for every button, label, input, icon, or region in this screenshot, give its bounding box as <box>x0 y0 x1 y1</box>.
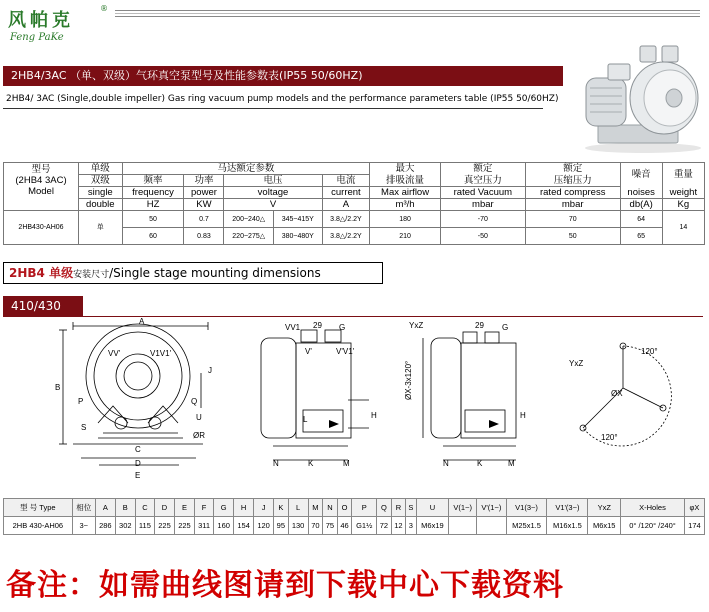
title-en: 2HB4/ 3AC (Single,double impeller) Gas ring vacuum pump models and the performance parameters table (IP55 50/60HZ) <box>6 94 559 104</box>
dim-label: Q <box>191 397 198 406</box>
dim-label: E <box>135 471 141 480</box>
dim-label: A <box>139 318 145 326</box>
arrow-icon <box>489 420 499 428</box>
dim-header-cell: V1(3~) <box>506 499 547 517</box>
header-compress-en: rated compress <box>525 187 620 199</box>
cell-voltage-y: 345~415Y <box>274 211 323 228</box>
dim-value-cell <box>449 517 477 535</box>
header-stage-double-en: double <box>79 199 123 211</box>
dim-value-cell: M25x1.5 <box>506 517 547 535</box>
dim-value-cell: 286 <box>95 517 115 535</box>
header-airflow-1: 最大 <box>370 163 441 175</box>
cell-voltage-y: 380~480Y <box>274 228 323 245</box>
front-view-drawing <box>59 322 208 465</box>
dim-header-cell: P <box>352 499 377 517</box>
dim-label: V1V1' <box>150 349 172 358</box>
dim-label: M <box>343 459 350 468</box>
title-underline <box>3 108 543 109</box>
dim-label: N <box>273 459 279 468</box>
dim-value-cell: 311 <box>194 517 213 535</box>
dim-value-cell: 95 <box>274 517 289 535</box>
dim-label: YxZ <box>409 321 424 330</box>
unit-voltage: V <box>224 199 322 211</box>
dim-value-cell: 302 <box>115 517 135 535</box>
dim-label: V'V1' <box>336 347 355 356</box>
dim-label: S <box>81 423 87 432</box>
dim-label: D <box>135 459 141 468</box>
performance-table <box>3 162 705 245</box>
cell-voltage-delta: 200~240△ <box>224 211 274 228</box>
dim-header-cell: V'(1~) <box>477 499 507 517</box>
header-vacuum-1: 额定 <box>440 163 525 175</box>
dim-value-cell: 120 <box>254 517 274 535</box>
header-current-cn: 电流 <box>322 175 370 187</box>
header-stage-double-cn: 双级 <box>79 175 123 187</box>
dim-header-cell: C <box>135 499 154 517</box>
header-motor: 马达额定参数 <box>122 163 370 175</box>
dim-value-cell: 115 <box>135 517 154 535</box>
dim-value-cell <box>477 517 507 535</box>
dim-label: ØX <box>611 389 623 398</box>
cell-freq: 60 <box>122 228 184 245</box>
dim-label: VV1 <box>285 323 301 332</box>
dim-label: 120° <box>601 433 618 442</box>
dim-label: G <box>339 323 346 332</box>
dim-header-cell: 相位 <box>72 499 95 517</box>
cell-compress: 50 <box>525 228 620 245</box>
dim-header-cell: F <box>194 499 213 517</box>
cell-power: 0.83 <box>184 228 224 245</box>
dim-header-cell: S <box>406 499 416 517</box>
cell-airflow: 180 <box>370 211 441 228</box>
header-voltage-cn: 电压 <box>224 175 322 187</box>
cell-airflow: 210 <box>370 228 441 245</box>
dim-header-cell: A <box>95 499 115 517</box>
dim-label: C <box>135 445 141 454</box>
cell-model: 2HB430-AH06 <box>4 211 79 245</box>
dim-header-cell: L <box>288 499 308 517</box>
header-power-en: power <box>184 187 224 199</box>
dim-label: H <box>520 411 526 420</box>
dim-value-cell: 46 <box>337 517 352 535</box>
header-freq-cn: 频率 <box>122 175 184 187</box>
dim-label: G <box>502 323 509 332</box>
dim-label: YxZ <box>569 359 584 368</box>
dim-header-cell: 型 号 Type <box>4 499 73 517</box>
cell-vacuum: -70 <box>440 211 525 228</box>
dim-value-cell: 174 <box>684 517 704 535</box>
dim-header-cell: B <box>115 499 135 517</box>
dim-label: 29 <box>475 321 484 330</box>
dim-label: P <box>78 397 84 406</box>
dim-value-cell: 160 <box>214 517 234 535</box>
cell-freq: 50 <box>122 211 184 228</box>
dim-label: V' <box>305 347 312 356</box>
header-voltage-en: voltage <box>224 187 322 199</box>
dim-label: B <box>55 383 61 392</box>
dim-header-cell: V(1~) <box>449 499 477 517</box>
dim-label: L <box>303 415 308 424</box>
dim-label: 120° <box>641 347 658 356</box>
header-weight: 重量 <box>662 163 704 187</box>
cell-noise: 65 <box>620 228 662 245</box>
table-row <box>4 211 705 228</box>
table-row <box>4 517 705 535</box>
cell-power: 0.7 <box>184 211 224 228</box>
dim-label: M <box>508 459 515 468</box>
cell-current: 3.8△/2.2Y <box>322 211 370 228</box>
dim-value-cell: 70 <box>308 517 323 535</box>
header-noise: 噪音 <box>620 163 662 187</box>
unit-noise: db(A) <box>620 199 662 211</box>
bolt-circle-drawing <box>580 343 671 446</box>
dim-label: K <box>477 459 483 468</box>
arrow-icon <box>329 420 339 428</box>
unit-weight: Kg <box>662 199 704 211</box>
brand-logo-cn: 风帕克 <box>8 10 74 31</box>
model-tab-rule <box>3 316 703 317</box>
header-vacuum-2: 真空压力 <box>440 175 525 187</box>
dim-label: K <box>308 459 314 468</box>
dim-label: H <box>371 411 377 420</box>
dim-label: VV' <box>108 349 121 358</box>
cell-voltage-delta: 220~275△ <box>224 228 274 245</box>
header-model-blank <box>4 199 79 211</box>
cell-stage: 单 <box>79 211 123 245</box>
unit-compress: mbar <box>525 199 620 211</box>
cell-noise: 64 <box>620 211 662 228</box>
dim-label: U <box>196 413 202 422</box>
header-current-en: current <box>322 187 370 199</box>
section-prefix: 2HB4 <box>9 266 50 280</box>
header-compress-2: 压缩压力 <box>525 175 620 187</box>
dim-header-cell: Q <box>377 499 392 517</box>
dim-value-cell: M16x1.5 <box>547 517 588 535</box>
section-rest: /Single stage mounting dimensions <box>109 266 321 280</box>
dim-header-cell: D <box>155 499 175 517</box>
pump-photo <box>578 40 704 155</box>
dim-header-cell: K <box>274 499 289 517</box>
registered-mark: ® <box>100 4 108 13</box>
dim-value-cell: G1½ <box>352 517 377 535</box>
header-compress-1: 额定 <box>525 163 620 175</box>
dim-header-cell: N <box>323 499 338 517</box>
header-airflow-en: Max airflow <box>370 187 441 199</box>
unit-power: KW <box>184 199 224 211</box>
section-heading <box>3 262 383 284</box>
title-bar-cn: 2HB4/3AC （单、双级）气环真空泵型号及性能参数表(IP55 50/60HZ) <box>3 66 563 86</box>
cell-weight: 14 <box>662 211 704 245</box>
dim-label: ØX-3x120° <box>404 360 413 400</box>
dim-value-cell: 3~ <box>72 517 95 535</box>
dim-header-cell: V1'(3~) <box>547 499 588 517</box>
dim-value-cell: M6x15 <box>588 517 621 535</box>
dim-value-cell: 72 <box>377 517 392 535</box>
dim-header-cell: M <box>308 499 323 517</box>
dim-value-cell: 225 <box>174 517 194 535</box>
brand-logo-en: Feng PaKe <box>10 32 64 43</box>
dim-header-cell: φX <box>684 499 704 517</box>
header-freq-en: frequency <box>122 187 184 199</box>
dim-value-cell: 0° /120° /240° <box>621 517 685 535</box>
model-tab: 410/430 <box>3 296 83 316</box>
dim-value-cell: M6x19 <box>416 517 449 535</box>
header-rule <box>115 16 700 17</box>
header-stage-single-cn: 单级 <box>79 163 123 175</box>
side-view-2-drawing <box>423 332 516 460</box>
dim-header-cell: YxZ <box>588 499 621 517</box>
unit-airflow: m³/h <box>370 199 441 211</box>
footer-note: 备注：如需曲线图请到下载中心下载资料 <box>6 568 564 603</box>
dim-value-cell: 154 <box>234 517 254 535</box>
dim-header-cell: U <box>416 499 449 517</box>
dim-value-cell: 2HB 430-AH06 <box>4 517 73 535</box>
dim-header-cell: E <box>174 499 194 517</box>
dimension-table-header <box>4 499 705 517</box>
unit-vacuum: mbar <box>440 199 525 211</box>
header-weight-en: weight <box>662 187 704 199</box>
header-noise-en: noises <box>620 187 662 199</box>
dim-value-cell: 225 <box>155 517 175 535</box>
header-rule <box>115 13 700 14</box>
dim-header-cell: O <box>337 499 352 517</box>
cell-current: 3.8△/2.2Y <box>322 228 370 245</box>
header-stage-single-en: single <box>79 187 123 199</box>
dim-header-cell: R <box>391 499 406 517</box>
dim-label: ØR <box>193 431 205 440</box>
dimension-table <box>3 498 705 535</box>
unit-current: A <box>322 199 370 211</box>
dim-value-cell: 12 <box>391 517 406 535</box>
dim-header-cell: G <box>214 499 234 517</box>
cell-compress: 70 <box>525 211 620 228</box>
dim-value-cell: 130 <box>288 517 308 535</box>
dim-label: N <box>443 459 449 468</box>
header-model: 型号 (2HB4 3AC) Model <box>4 163 79 199</box>
dim-header-cell: J <box>254 499 274 517</box>
dim-value-cell: 75 <box>323 517 338 535</box>
header-airflow-2: 排吸流量 <box>370 175 441 187</box>
header-rule <box>115 10 700 11</box>
unit-freq: HZ <box>122 199 184 211</box>
header-vacuum-en: rated Vacuum <box>440 187 525 199</box>
dim-header-cell: X-Holes <box>621 499 685 517</box>
dim-header-cell: H <box>234 499 254 517</box>
dim-label: 29 <box>313 321 322 330</box>
dim-value-cell: 3 <box>406 517 416 535</box>
dim-label: J <box>208 366 212 375</box>
cell-vacuum: -50 <box>440 228 525 245</box>
header-power-cn: 功率 <box>184 175 224 187</box>
mounting-drawings <box>3 318 705 496</box>
section-small-cn: 安装尺寸 <box>73 270 110 280</box>
section-stage: 单级 <box>49 266 74 280</box>
